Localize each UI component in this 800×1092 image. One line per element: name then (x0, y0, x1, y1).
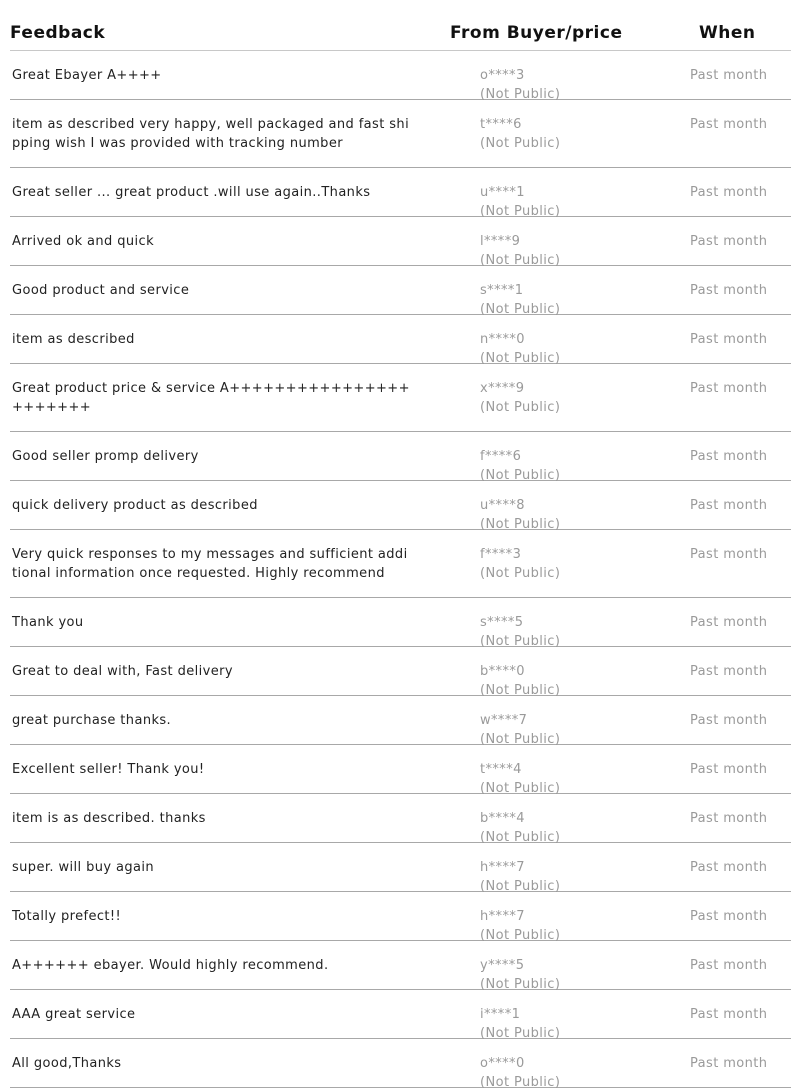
buyer-id: s****1 (480, 283, 524, 298)
feedback-comment: Very quick responses to my messages and sufficient additional information once requested. Highly recommend (12, 547, 408, 581)
table-row (10, 696, 791, 745)
feedback-comment: Great Ebayer A++++ (12, 68, 162, 83)
table-row (10, 745, 791, 794)
feedback-comment: Great to deal with, Fast delivery (12, 664, 233, 679)
feedback-comment: AAA great service (12, 1007, 136, 1022)
table-row (10, 530, 791, 598)
table-row (10, 266, 791, 315)
buyer-cell (480, 66, 560, 104)
feedback-comment: great purchase thanks. (12, 713, 172, 728)
feedback-table (10, 0, 791, 1088)
when-column-header: When (699, 23, 756, 43)
privacy-note: (Not Public) (480, 468, 561, 483)
feedback-date: Past month (690, 68, 768, 83)
feedback-comment: super. will buy again (12, 860, 155, 875)
buyer-id: b****0 (480, 664, 525, 679)
feedback-comment: All good,Thanks (12, 1056, 122, 1071)
feedback-comment: Totally prefect!! (12, 909, 122, 924)
feedback-rows (10, 51, 791, 1088)
feedback-comment: Great product price & service A+++++++++++++++++++++++ (12, 381, 410, 415)
feedback-date: Past month (690, 547, 768, 562)
privacy-note: (Not Public) (480, 732, 561, 747)
feedback-comment: Good seller promp delivery (12, 449, 199, 464)
buyer-id: t****6 (480, 117, 522, 132)
table-row (10, 1039, 791, 1088)
buyer-cell (480, 545, 560, 583)
table-row (10, 168, 791, 217)
table-header (10, 0, 791, 51)
feedback-comment: Arrived ok and quick (12, 234, 155, 249)
table-row (10, 990, 791, 1039)
buyer-id: s****5 (480, 615, 524, 630)
buyer-id: o****0 (480, 1056, 525, 1071)
privacy-note: (Not Public) (480, 683, 561, 698)
feedback-date: Past month (690, 1056, 768, 1071)
buyer-cell (480, 711, 560, 749)
feedback-comment: Thank you (12, 615, 84, 630)
table-row (10, 100, 791, 168)
buyer-cell (480, 379, 560, 417)
privacy-note: (Not Public) (480, 928, 561, 943)
buyer-id: f****6 (480, 449, 522, 464)
privacy-note: (Not Public) (480, 136, 561, 151)
feedback-comment: A++++++ ebayer. Would highly recommend. (12, 958, 329, 973)
buyer-cell (480, 858, 560, 896)
buyer-id: w****7 (480, 713, 528, 728)
buyer-cell (480, 232, 560, 270)
feedback-date: Past month (690, 498, 768, 513)
privacy-note: (Not Public) (480, 87, 561, 102)
privacy-note: (Not Public) (480, 634, 561, 649)
table-row (10, 598, 791, 647)
privacy-note: (Not Public) (480, 517, 561, 532)
buyer-cell (480, 956, 560, 994)
privacy-note: (Not Public) (480, 302, 561, 317)
feedback-date: Past month (690, 449, 768, 464)
feedback-comment: Good product and service (12, 283, 190, 298)
privacy-note: (Not Public) (480, 879, 561, 894)
buyer-id: y****5 (480, 958, 525, 973)
feedback-date: Past month (690, 664, 768, 679)
buyer-cell (480, 613, 560, 651)
buyer-id: u****1 (480, 185, 525, 200)
feedback-date: Past month (690, 615, 768, 630)
feedback-date: Past month (690, 762, 768, 777)
buyer-id: t****4 (480, 762, 522, 777)
feedback-date: Past month (690, 332, 768, 347)
buyer-id: u****8 (480, 498, 525, 513)
buyer-id: n****0 (480, 332, 525, 347)
feedback-column-header: Feedback (10, 23, 106, 43)
feedback-date: Past month (690, 381, 768, 396)
buyer-column-header: From Buyer/price (450, 23, 623, 43)
buyer-cell (480, 183, 560, 221)
feedback-comment: Excellent seller! Thank you! (12, 762, 205, 777)
table-row (10, 794, 791, 843)
buyer-id: i****1 (480, 1007, 521, 1022)
feedback-comment: item as described very happy, well packaged and fast shipping wish I was provided with tracking number (12, 117, 410, 151)
feedback-date: Past month (690, 909, 768, 924)
feedback-date: Past month (690, 713, 768, 728)
feedback-date: Past month (690, 185, 768, 200)
buyer-cell (480, 907, 560, 945)
privacy-note: (Not Public) (480, 351, 561, 366)
buyer-id: f****3 (480, 547, 522, 562)
feedback-comment: quick delivery product as described (12, 498, 258, 513)
feedback-comment: item as described (12, 332, 135, 347)
feedback-date: Past month (690, 958, 768, 973)
privacy-note: (Not Public) (480, 400, 561, 415)
privacy-note: (Not Public) (480, 253, 561, 268)
feedback-date: Past month (690, 234, 768, 249)
privacy-note: (Not Public) (480, 1075, 561, 1090)
privacy-note: (Not Public) (480, 1026, 561, 1041)
table-row (10, 647, 791, 696)
privacy-note: (Not Public) (480, 204, 561, 219)
feedback-date: Past month (690, 811, 768, 826)
feedback-date: Past month (690, 283, 768, 298)
buyer-id: x****9 (480, 381, 525, 396)
feedback-comment: Great seller ... great product .will use again..Thanks (12, 185, 371, 200)
buyer-cell (480, 115, 560, 153)
table-row (10, 51, 791, 100)
feedback-date: Past month (690, 1007, 768, 1022)
buyer-id: o****3 (480, 68, 525, 83)
privacy-note: (Not Public) (480, 977, 561, 992)
privacy-note: (Not Public) (480, 566, 561, 581)
feedback-date: Past month (690, 117, 768, 132)
table-row (10, 364, 791, 432)
table-row (10, 217, 791, 266)
buyer-id: h****7 (480, 860, 525, 875)
buyer-cell (480, 809, 560, 847)
table-row (10, 843, 791, 892)
privacy-note: (Not Public) (480, 830, 561, 845)
privacy-note: (Not Public) (480, 781, 561, 796)
buyer-cell (480, 662, 560, 700)
buyer-cell (480, 1054, 560, 1092)
buyer-cell (480, 1005, 560, 1043)
table-row (10, 892, 791, 941)
table-row (10, 315, 791, 364)
buyer-cell (480, 760, 560, 798)
feedback-comment: item is as described. thanks (12, 811, 206, 826)
buyer-cell (480, 330, 560, 368)
table-row (10, 432, 791, 481)
buyer-cell (480, 447, 560, 485)
table-row (10, 481, 791, 530)
buyer-id: b****4 (480, 811, 525, 826)
table-row (10, 941, 791, 990)
buyer-id: h****7 (480, 909, 525, 924)
buyer-cell (480, 496, 560, 534)
buyer-cell (480, 281, 560, 319)
feedback-date: Past month (690, 860, 768, 875)
buyer-id: l****9 (480, 234, 521, 249)
